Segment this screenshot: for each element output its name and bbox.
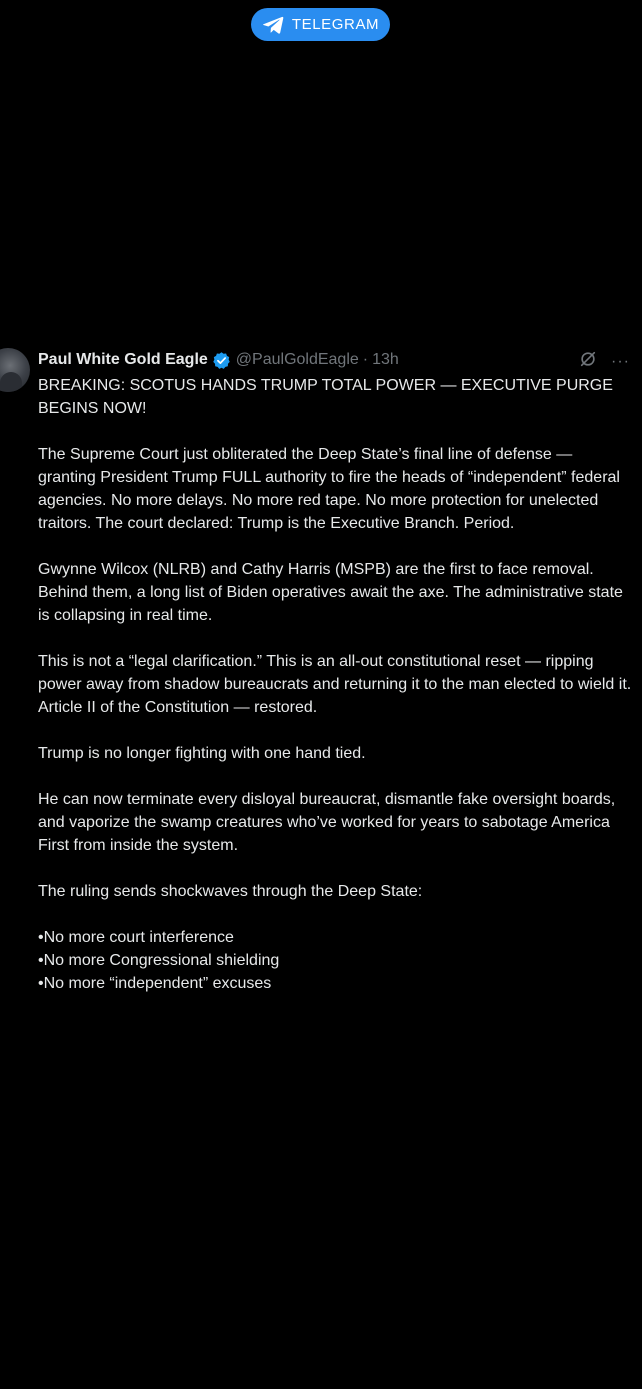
tweet-paragraph: The ruling sends shockwaves through the Deep State:	[38, 883, 423, 900]
bullet-item: • No more court interference	[38, 926, 632, 949]
header-actions	[579, 350, 630, 373]
tweet-paragraph: Trump is no longer fighting with one hand tied.	[38, 745, 366, 762]
tweet-paragraph: Gwynne Wilcox (NLRB) and Cathy Harris (MSPB) are the first to face removal. Behind them, a long list of Biden operatives await the axe. The administrative state is collapsing in real time.	[38, 561, 623, 624]
avatar[interactable]	[0, 348, 30, 392]
bullet-item: • No more Congressional shielding	[38, 949, 632, 972]
telegram-label: TELEGRAM	[291, 16, 380, 33]
tweet-paragraph: This is not a “legal clarification.” This is an all-out constitutional reset — ripping power away from shadow bureaucrats and returning it to the man elected to wield it. Article II of the Constitution — restored.	[38, 653, 632, 716]
bullet-item: • No more “independent” excuses	[38, 972, 632, 995]
tweet-headline: BREAKING: SCOTUS HANDS TRUMP TOTAL POWER — EXECUTIVE PURGE BEGINS NOW!	[38, 377, 613, 417]
verified-badge-icon	[212, 351, 231, 370]
telegram-paper-plane-icon	[262, 15, 284, 35]
tweet-body	[38, 374, 632, 995]
timestamp[interactable]: 13h	[372, 351, 399, 368]
tweet-paragraph: He can now terminate every disloyal bureaucrat, dismantle fake oversight boards, and vaporize the swamp creatures who’ve worked for years to sabotage America First from inside the system.	[38, 791, 616, 854]
tweet-header	[38, 348, 399, 372]
bullet-list	[38, 926, 632, 995]
author-display-name[interactable]: Paul White Gold Eagle	[38, 351, 208, 368]
more-options-icon[interactable]: ···	[611, 352, 630, 370]
grok-icon[interactable]	[579, 350, 597, 373]
author-handle[interactable]: @PaulGoldEagle	[235, 351, 359, 368]
separator-dot: ·	[362, 351, 369, 368]
tweet-paragraph: The Supreme Court just obliterated the Deep State’s final line of defense — granting President Trump FULL authority to fire the heads of “independent” federal agencies. No more delays. No more red tape. No more protection for unelected traitors. The court declared: Trump is the Executive Branch. Period.	[38, 446, 620, 532]
telegram-button[interactable]	[251, 8, 390, 41]
